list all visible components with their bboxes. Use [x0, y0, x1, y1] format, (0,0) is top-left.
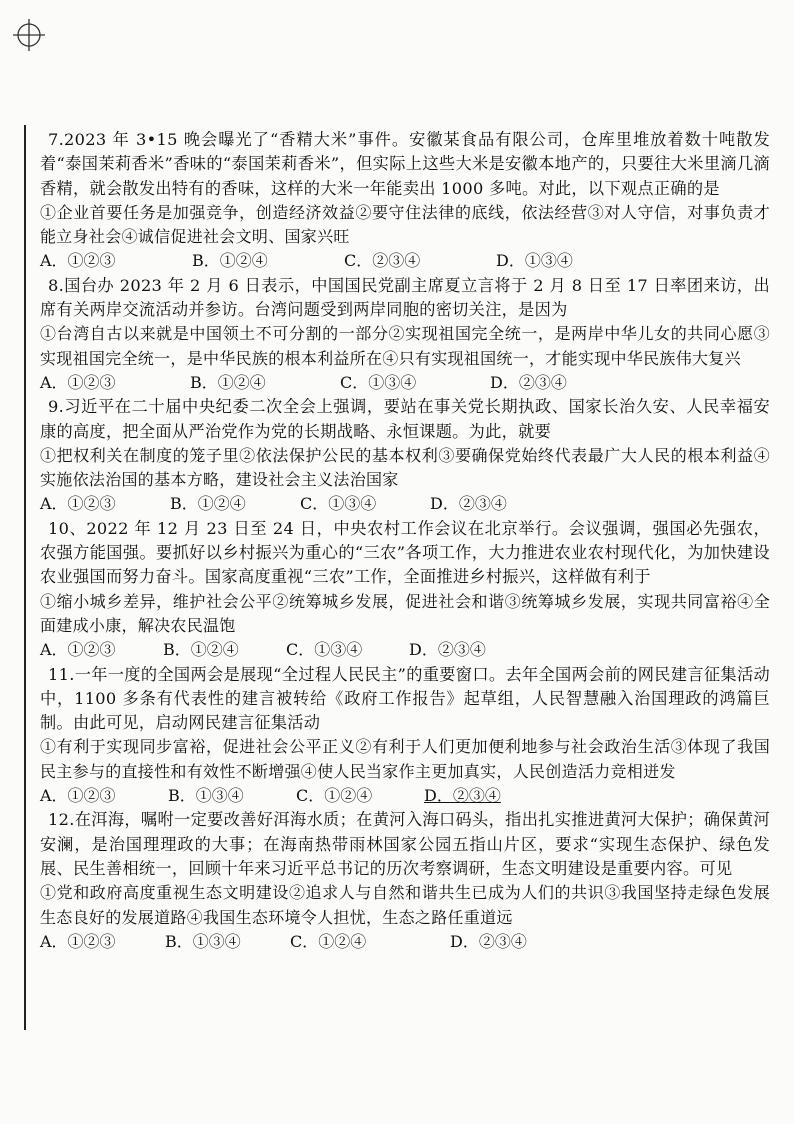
question-statements: ①党和政府高度重视生态文明建设②追求人与自然和谐共生已成为人们的共识③我国坚持走绿色发展生态良好的发展道路④我国生态环境令人担忧，生态之路任重道远 [40, 883, 770, 927]
option-c[interactable]: C．②③④ [344, 251, 421, 271]
question-12 [40, 808, 770, 954]
question-11 [40, 663, 770, 809]
option-a[interactable]: A．①②③ [40, 494, 116, 514]
option-b[interactable]: B．①②④ [163, 640, 239, 660]
question-statements: ①企业首要任务是加强竞争，创造经济效益②要守住法律的底线，依法经营③对人守信，对事负责才能立身社会④诚信促进社会文明、国家兴旺 [40, 202, 770, 247]
option-a[interactable]: A．①②③ [40, 640, 116, 660]
option-c[interactable]: C．①②④ [296, 786, 373, 806]
option-d[interactable]: D．②③④ [430, 494, 507, 514]
question-stem: 10、2022 年 12 月 23 日至 24 日，中央农村工作会议在北京举行。会议强调，强国必先强农，农强方能国强。要抓好以乡村振兴为重心的“三农”各项工作，大力推进农业农村现代化，为加快建设农业强国而努力奋斗。国家高度重视“三农”工作，全面推进乡村振兴，这样做有利于 [40, 518, 770, 587]
option-a[interactable]: A．①②③ [40, 786, 116, 806]
option-b[interactable]: B．①②④ [170, 494, 246, 514]
option-a[interactable]: A．①②③ [40, 372, 116, 392]
question-8 [40, 274, 770, 395]
question-statements: ①缩小城乡差异，维护社会公平②统筹城乡发展，促进社会和谐③统筹城乡发展，实现共同富裕④全面建成小康，解决农民温饱 [40, 591, 770, 635]
option-b[interactable]: B．①③④ [165, 931, 241, 951]
option-a[interactable]: A．①②③ [40, 931, 116, 951]
option-c[interactable]: C．①③④ [300, 494, 377, 514]
question-stem: 12.在洱海，嘱咐一定要改善好洱海水质；在黄河入海口码头，指出扎实推进黄河大保护；确保黄河安澜，是治国理理政的大事；在海南热带雨林国家公园五指山片区，要求“实现生态保护、绿色发展、民生善相统一，回顾十年来习近平总书记的历次考察调研，生态文明建设是重要内容。可见 [40, 810, 770, 878]
answer-options [40, 784, 770, 808]
option-d[interactable]: D．①③④ [496, 251, 573, 271]
option-a[interactable]: A．①②③ [40, 251, 116, 271]
option-d[interactable]: D．②③④ [424, 786, 501, 806]
binding-margin-line [24, 125, 26, 1030]
question-7 [40, 128, 770, 274]
question-stem: 11.一年一度的全国两会是展现“全过程人民民主”的重要窗口。去年全国两会前的网民建言征集活动中，1100 多条有代表性的建言被转给《政府工作报告》起草组，人民智慧融入治国理政的鸿篇巨制。由此可见，启动网民建言征集活动 [40, 664, 770, 733]
question-9 [40, 395, 770, 516]
option-d[interactable]: D．②③④ [490, 372, 567, 392]
answer-options [40, 492, 770, 516]
option-d[interactable]: D．②③④ [409, 640, 486, 660]
answer-options [40, 638, 770, 662]
option-b[interactable]: B．①③④ [168, 786, 244, 806]
question-statements: ①台湾自古以来就是中国领土不可分割的一部分②实现祖国完全统一，是两岸中华儿女的共同心愿③实现祖国完全统一，是中华民族的根本利益所在④只有实现祖国统一，才能实现中华民族伟大复兴 [40, 324, 770, 368]
question-stem: 8.国台办 2023 年 2 月 6 日表示，中国国民党副主席夏立言将于 2 月 8 日至 17 日率团来访，出席有关两岸交流活动并参访。台湾问题受到两岸同胞的密切关注，是因为 [40, 275, 770, 320]
answer-options [40, 930, 770, 954]
option-c[interactable]: C．①③④ [340, 372, 417, 392]
option-d[interactable]: D．②③④ [450, 931, 527, 951]
answer-options [40, 371, 770, 395]
option-c[interactable]: C．①②④ [290, 931, 367, 951]
option-b[interactable]: B．①②④ [190, 372, 266, 392]
question-stem: 9.习近平在二十届中央纪委二次全会上强调，要站在事关党长期执政、国家长治久安、人民幸福安康的高度，把全面从严治党作为党的长期战略、永恒课题。为此，就要 [40, 397, 770, 441]
option-b[interactable]: B．①②④ [192, 251, 268, 271]
question-statements: ①有利于实现同步富裕，促进社会公平正义②有利于人们更加便利地参与社会政治生活③体现了我国民主参与的直接性和有效性不断增强④使人民当家作主更加真实，人民创造活力竞相迸发 [40, 737, 770, 781]
answer-options [40, 249, 770, 273]
registration-mark-icon [12, 18, 46, 52]
option-c[interactable]: C．①③④ [286, 640, 363, 660]
question-statements: ①把权利关在制度的笼子里②依法保护公民的基本权利③要确保党始终代表最广大人民的根本利益④实施依法治国的基本方略，建设社会主义法治国家 [40, 445, 770, 490]
question-10 [40, 517, 770, 663]
exam-page [40, 128, 770, 954]
question-stem: 7.2023 年 3•15 晚会曝光了“香精大米”事件。安徽某食品有限公司，仓库里堆放着数十吨散发着“泰国茉莉香米”香味的“泰国茉莉香米”，但实际上这些大米是安徽本地产的，只要往大米里滴几滴香精，就会散发出特有的香味，这样的大米一年能卖出 1000 多吨。对此，以下观点正确的是 [40, 130, 770, 198]
